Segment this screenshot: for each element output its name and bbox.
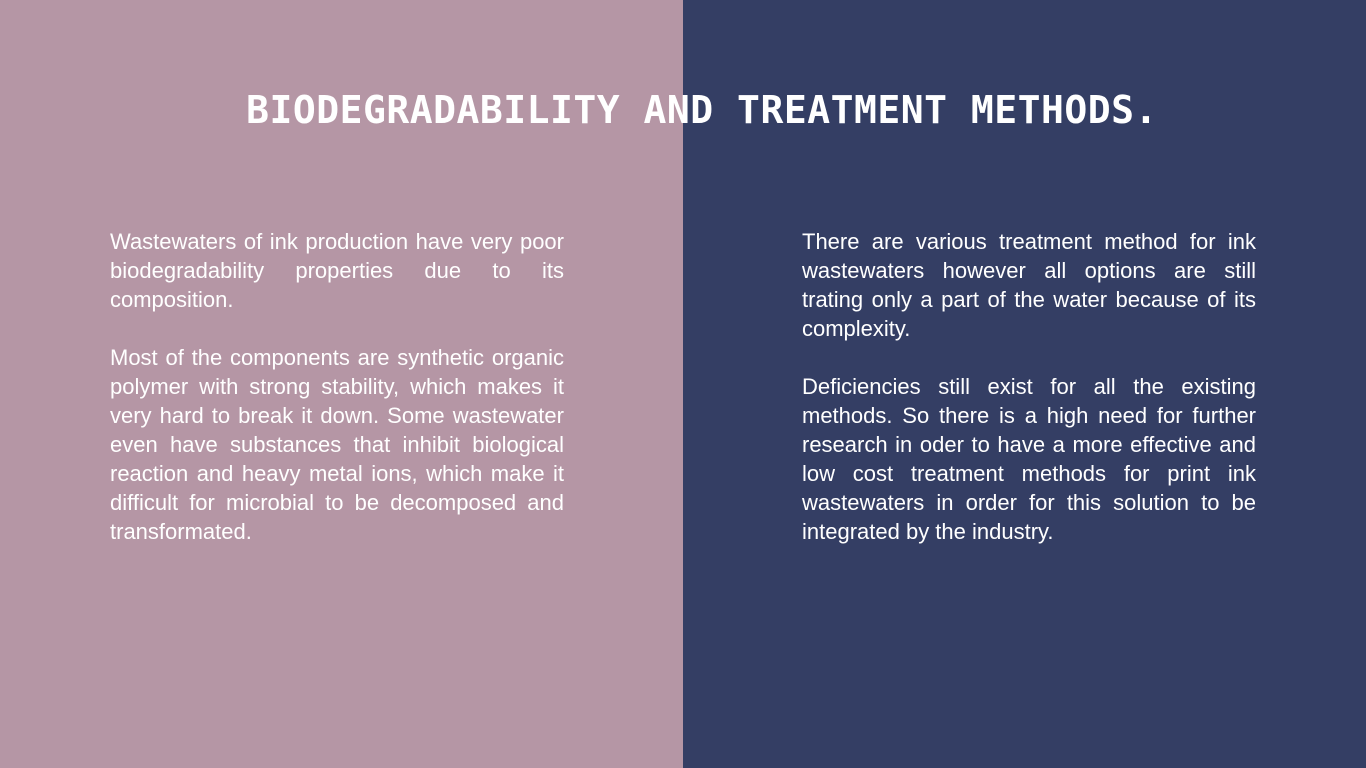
right-paragraph-2: Deficiencies still exist for all the existing methods. So there is a high need for further research in oder to have a more effective and low cost treatment methods for print ink wastewaters in order for this solution to be integrated by the industry. xyxy=(802,374,1256,544)
slide-title: BIODEGRADABILITY AND TREATMENT METHODS. xyxy=(246,88,1158,132)
left-text-column xyxy=(110,227,564,546)
right-text-column xyxy=(802,227,1256,546)
left-paragraph-2: Most of the components are synthetic organic polymer with strong stability, which makes it very hard to break it down. Some wastewater even have substances that inhibit biological reaction and heavy metal ions, which make it difficult for microbial to be decomposed and transformated. xyxy=(110,345,564,544)
right-paragraph-1: There are various treatment method for ink wastewaters however all options are still trating only a part of the water because of its complexity. xyxy=(802,229,1256,341)
left-paragraph-1: Wastewaters of ink production have very poor biodegradability properties due to its composition. xyxy=(110,229,564,312)
